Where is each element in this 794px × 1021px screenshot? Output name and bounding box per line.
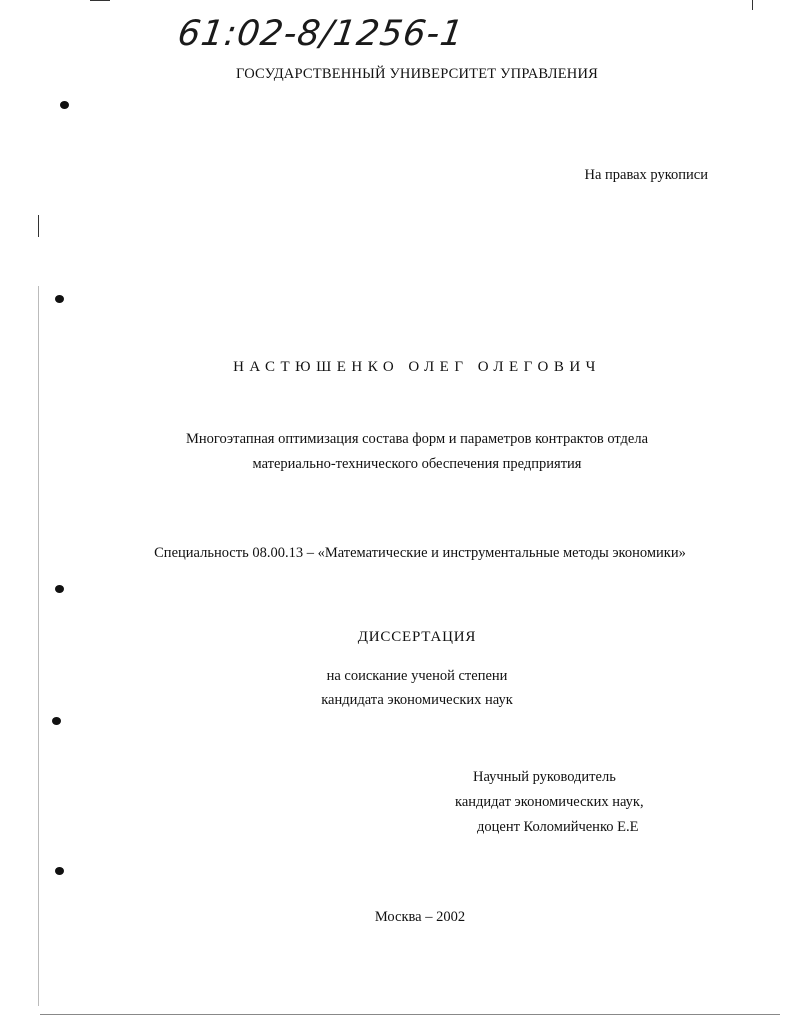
punch-hole-mark xyxy=(55,585,64,593)
title-line: материально-технического обеспечения предприятия xyxy=(252,456,582,472)
supervisor-line: кандидат экономических наук, xyxy=(455,794,644,810)
degree-sought xyxy=(0,664,794,712)
punch-hole-mark xyxy=(55,867,64,875)
city-year: Москва – 2002 xyxy=(374,909,466,925)
scan-edge-line xyxy=(40,1014,780,1015)
scan-edge-line xyxy=(752,0,753,10)
punch-hole-mark xyxy=(55,295,64,303)
author-name: НАСТЮШЕНКО ОЛЕГ ОЛЕГОВИЧ xyxy=(233,359,601,375)
punch-hole-mark xyxy=(60,101,69,109)
punch-hole-mark xyxy=(52,717,61,725)
scan-edge-line xyxy=(90,0,110,1)
title-line: Многоэтапная оптимизация состава форм и параметров контрактов отдела xyxy=(185,431,649,447)
university-name: ГОСУДАРСТВЕННЫЙ УНИВЕРСИТЕТ УПРАВЛЕНИЯ xyxy=(235,66,599,82)
document-type: ДИССЕРТАЦИЯ xyxy=(357,629,477,645)
scan-edge-line xyxy=(38,215,39,237)
degree-line: кандидата экономических наук xyxy=(321,692,513,708)
archive-number-handwritten: 61:02-8/1256-1 xyxy=(175,14,467,54)
supervisor-line: Научный руководитель xyxy=(473,769,616,785)
rights-note: На правах рукописи xyxy=(584,167,708,183)
scan-edge-line xyxy=(38,286,39,1006)
speciality-line: Специальность 08.00.13 – «Математические и инструментальные методы экономики» xyxy=(154,545,686,561)
supervisor-line: доцент Коломийченко Е.Е xyxy=(477,819,639,835)
degree-line: на соискание ученой степени xyxy=(326,668,508,684)
supervisor-block xyxy=(455,765,715,840)
dissertation-title xyxy=(0,427,794,477)
